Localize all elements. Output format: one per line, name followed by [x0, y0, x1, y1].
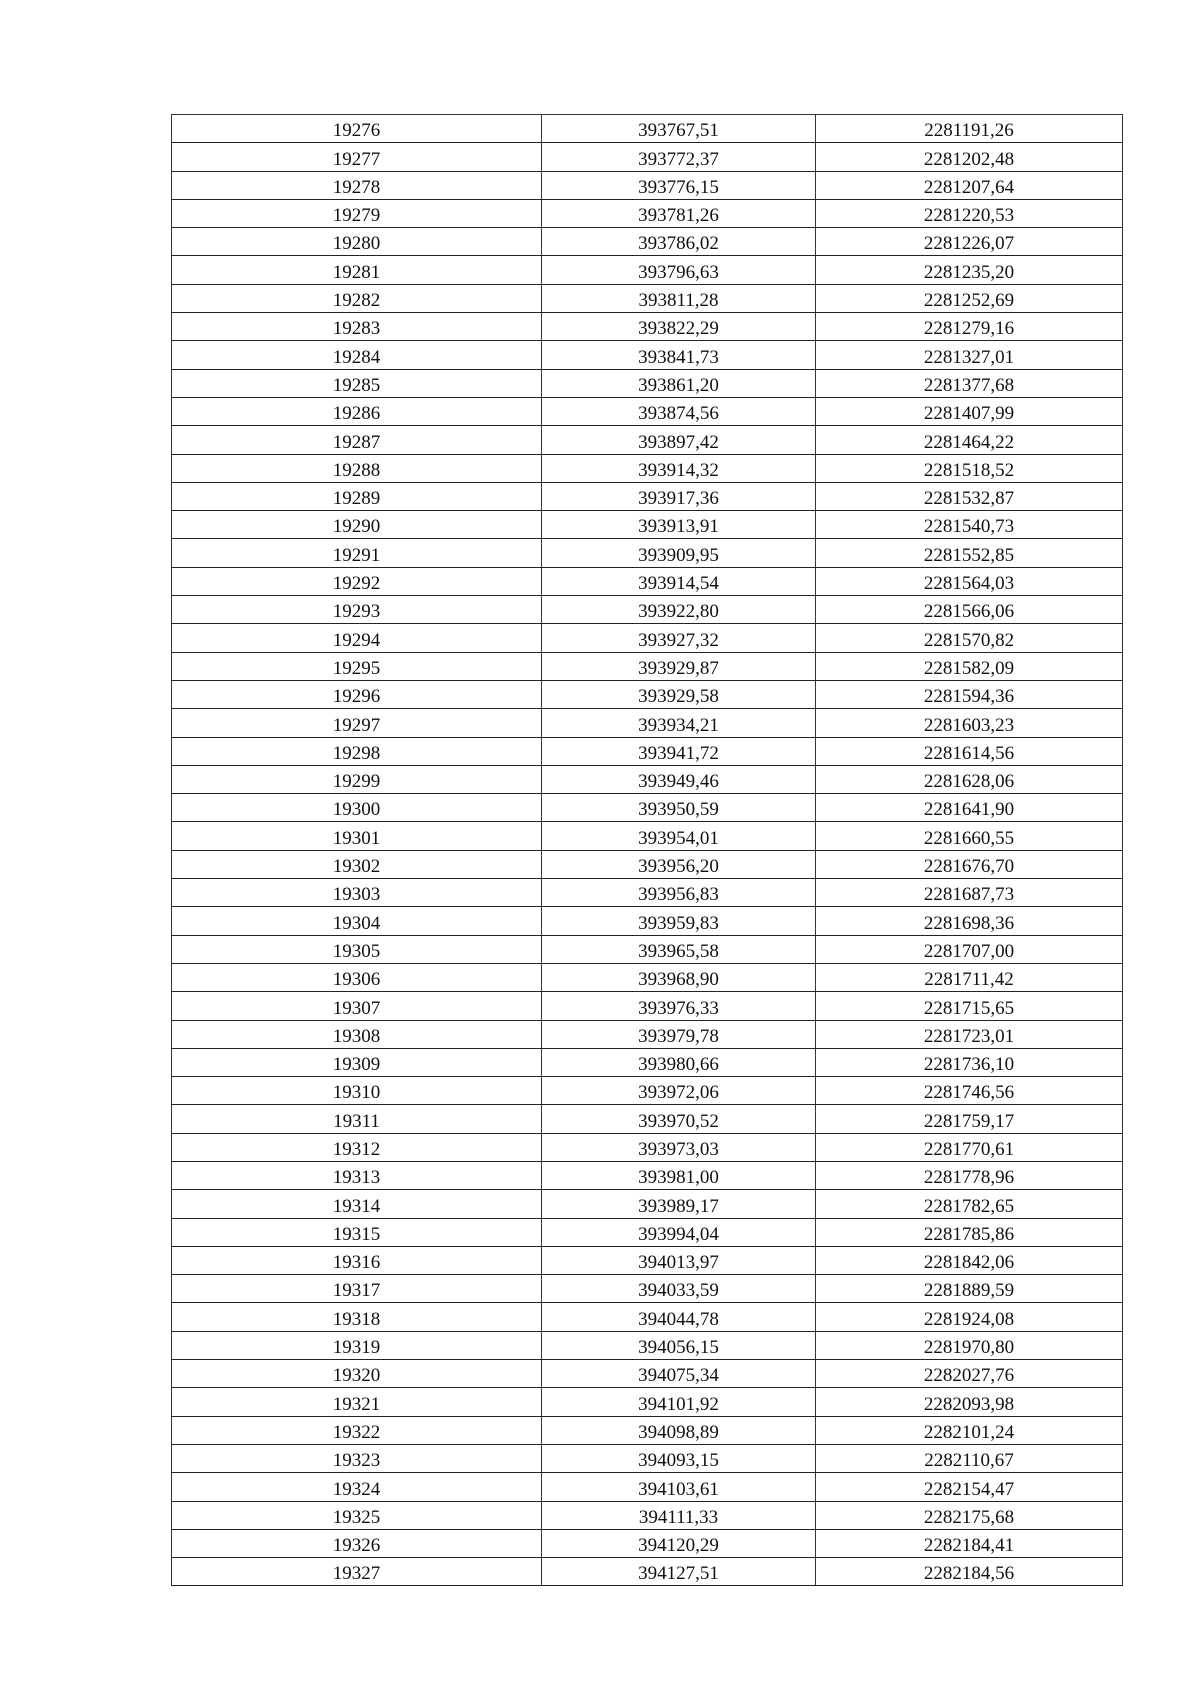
y-coordinate-cell: 2281235,20 — [816, 256, 1123, 284]
y-coordinate-cell: 2281566,06 — [816, 596, 1123, 624]
table-row — [172, 1473, 1123, 1501]
x-coordinate-cell: 394013,97 — [542, 1246, 816, 1274]
point-number-cell: 19296 — [172, 680, 542, 708]
y-coordinate-cell: 2281842,06 — [816, 1246, 1123, 1274]
y-coordinate-cell: 2281687,73 — [816, 879, 1123, 907]
table-row — [172, 1360, 1123, 1388]
x-coordinate-cell: 393950,59 — [542, 794, 816, 822]
y-coordinate-cell: 2282184,56 — [816, 1558, 1123, 1586]
point-number-cell: 19284 — [172, 341, 542, 369]
x-coordinate-cell: 393970,52 — [542, 1105, 816, 1133]
table-row — [172, 143, 1123, 171]
y-coordinate-cell: 2281564,03 — [816, 567, 1123, 595]
y-coordinate-cell: 2282093,98 — [816, 1388, 1123, 1416]
point-number-cell: 19285 — [172, 369, 542, 397]
y-coordinate-cell: 2281252,69 — [816, 284, 1123, 312]
point-number-cell: 19311 — [172, 1105, 542, 1133]
point-number-cell: 19318 — [172, 1303, 542, 1331]
table-row — [172, 1501, 1123, 1529]
x-coordinate-cell: 394093,15 — [542, 1444, 816, 1472]
table-row — [172, 822, 1123, 850]
x-coordinate-cell: 393954,01 — [542, 822, 816, 850]
x-coordinate-cell: 394044,78 — [542, 1303, 816, 1331]
table-row — [172, 171, 1123, 199]
table-row — [172, 1246, 1123, 1274]
y-coordinate-cell: 2281202,48 — [816, 143, 1123, 171]
table-row — [172, 1275, 1123, 1303]
x-coordinate-cell: 393861,20 — [542, 369, 816, 397]
table-row — [172, 1529, 1123, 1557]
point-number-cell: 19322 — [172, 1416, 542, 1444]
x-coordinate-cell: 393973,03 — [542, 1133, 816, 1161]
x-coordinate-cell: 393811,28 — [542, 284, 816, 312]
x-coordinate-cell: 393989,17 — [542, 1190, 816, 1218]
y-coordinate-cell: 2281279,16 — [816, 313, 1123, 341]
point-number-cell: 19291 — [172, 539, 542, 567]
x-coordinate-cell: 394056,15 — [542, 1331, 816, 1359]
y-coordinate-cell: 2281736,10 — [816, 1048, 1123, 1076]
point-number-cell: 19276 — [172, 115, 542, 143]
x-coordinate-cell: 393917,36 — [542, 482, 816, 510]
point-number-cell: 19292 — [172, 567, 542, 595]
x-coordinate-cell: 393972,06 — [542, 1077, 816, 1105]
point-number-cell: 19278 — [172, 171, 542, 199]
point-number-cell: 19303 — [172, 879, 542, 907]
y-coordinate-cell: 2282027,76 — [816, 1360, 1123, 1388]
y-coordinate-cell: 2281660,55 — [816, 822, 1123, 850]
table-row — [172, 567, 1123, 595]
point-number-cell: 19323 — [172, 1444, 542, 1472]
y-coordinate-cell: 2281889,59 — [816, 1275, 1123, 1303]
y-coordinate-cell: 2282175,68 — [816, 1501, 1123, 1529]
table-row — [172, 1161, 1123, 1189]
point-number-cell: 19305 — [172, 935, 542, 963]
table-row — [172, 482, 1123, 510]
table-row — [172, 511, 1123, 539]
x-coordinate-cell: 393914,32 — [542, 454, 816, 482]
table-row — [172, 1020, 1123, 1048]
y-coordinate-cell: 2281570,82 — [816, 624, 1123, 652]
table-row — [172, 115, 1123, 143]
point-number-cell: 19321 — [172, 1388, 542, 1416]
point-number-cell: 19319 — [172, 1331, 542, 1359]
y-coordinate-cell: 2281603,23 — [816, 709, 1123, 737]
point-number-cell: 19308 — [172, 1020, 542, 1048]
y-coordinate-cell: 2281711,42 — [816, 963, 1123, 991]
x-coordinate-cell: 393959,83 — [542, 907, 816, 935]
x-coordinate-cell: 393981,00 — [542, 1161, 816, 1189]
table-row — [172, 426, 1123, 454]
point-number-cell: 19301 — [172, 822, 542, 850]
x-coordinate-cell: 393941,72 — [542, 737, 816, 765]
y-coordinate-cell: 2281226,07 — [816, 228, 1123, 256]
point-number-cell: 19281 — [172, 256, 542, 284]
table-row — [172, 256, 1123, 284]
x-coordinate-cell: 394103,61 — [542, 1473, 816, 1501]
point-number-cell: 19307 — [172, 992, 542, 1020]
x-coordinate-cell: 393927,32 — [542, 624, 816, 652]
table-row — [172, 1105, 1123, 1133]
point-number-cell: 19279 — [172, 199, 542, 227]
point-number-cell: 19309 — [172, 1048, 542, 1076]
point-number-cell: 19283 — [172, 313, 542, 341]
y-coordinate-cell: 2281759,17 — [816, 1105, 1123, 1133]
y-coordinate-cell: 2281698,36 — [816, 907, 1123, 935]
point-number-cell: 19299 — [172, 765, 542, 793]
point-number-cell: 19325 — [172, 1501, 542, 1529]
y-coordinate-cell: 2281532,87 — [816, 482, 1123, 510]
table-row — [172, 624, 1123, 652]
y-coordinate-cell: 2281540,73 — [816, 511, 1123, 539]
y-coordinate-cell: 2281970,80 — [816, 1331, 1123, 1359]
point-number-cell: 19314 — [172, 1190, 542, 1218]
y-coordinate-cell: 2281552,85 — [816, 539, 1123, 567]
x-coordinate-cell: 393976,33 — [542, 992, 816, 1020]
table-row — [172, 850, 1123, 878]
y-coordinate-cell: 2281207,64 — [816, 171, 1123, 199]
table-row — [172, 454, 1123, 482]
y-coordinate-cell: 2281778,96 — [816, 1161, 1123, 1189]
y-coordinate-cell: 2282184,41 — [816, 1529, 1123, 1557]
x-coordinate-cell: 393949,46 — [542, 765, 816, 793]
coordinates-table — [171, 114, 1123, 1586]
x-coordinate-cell: 393913,91 — [542, 511, 816, 539]
x-coordinate-cell: 394111,33 — [542, 1501, 816, 1529]
point-number-cell: 19324 — [172, 1473, 542, 1501]
y-coordinate-cell: 2281676,70 — [816, 850, 1123, 878]
table-row — [172, 596, 1123, 624]
point-number-cell: 19294 — [172, 624, 542, 652]
x-coordinate-cell: 393956,83 — [542, 879, 816, 907]
table-row — [172, 935, 1123, 963]
table-row — [172, 1133, 1123, 1161]
point-number-cell: 19302 — [172, 850, 542, 878]
table-row — [172, 879, 1123, 907]
y-coordinate-cell: 2281641,90 — [816, 794, 1123, 822]
y-coordinate-cell: 2281715,65 — [816, 992, 1123, 1020]
point-number-cell: 19300 — [172, 794, 542, 822]
table-row — [172, 397, 1123, 425]
table-row — [172, 1331, 1123, 1359]
y-coordinate-cell: 2281782,65 — [816, 1190, 1123, 1218]
y-coordinate-cell: 2282110,67 — [816, 1444, 1123, 1472]
x-coordinate-cell: 394101,92 — [542, 1388, 816, 1416]
y-coordinate-cell: 2281191,26 — [816, 115, 1123, 143]
point-number-cell: 19310 — [172, 1077, 542, 1105]
point-number-cell: 19288 — [172, 454, 542, 482]
point-number-cell: 19326 — [172, 1529, 542, 1557]
point-number-cell: 19280 — [172, 228, 542, 256]
table-row — [172, 1444, 1123, 1472]
y-coordinate-cell: 2281327,01 — [816, 341, 1123, 369]
x-coordinate-cell: 394098,89 — [542, 1416, 816, 1444]
y-coordinate-cell: 2281723,01 — [816, 1020, 1123, 1048]
table-row — [172, 680, 1123, 708]
x-coordinate-cell: 393786,02 — [542, 228, 816, 256]
x-coordinate-cell: 393776,15 — [542, 171, 816, 199]
x-coordinate-cell: 393767,51 — [542, 115, 816, 143]
x-coordinate-cell: 393914,54 — [542, 567, 816, 595]
table-row — [172, 369, 1123, 397]
y-coordinate-cell: 2282101,24 — [816, 1416, 1123, 1444]
table-row — [172, 539, 1123, 567]
x-coordinate-cell: 393965,58 — [542, 935, 816, 963]
table-row — [172, 652, 1123, 680]
x-coordinate-cell: 393929,58 — [542, 680, 816, 708]
y-coordinate-cell: 2281518,52 — [816, 454, 1123, 482]
x-coordinate-cell: 393781,26 — [542, 199, 816, 227]
point-number-cell: 19327 — [172, 1558, 542, 1586]
y-coordinate-cell: 2281377,68 — [816, 369, 1123, 397]
x-coordinate-cell: 393994,04 — [542, 1218, 816, 1246]
point-number-cell: 19313 — [172, 1161, 542, 1189]
x-coordinate-cell: 393956,20 — [542, 850, 816, 878]
table-row — [172, 313, 1123, 341]
x-coordinate-cell: 393897,42 — [542, 426, 816, 454]
x-coordinate-cell: 393934,21 — [542, 709, 816, 737]
x-coordinate-cell: 393874,56 — [542, 397, 816, 425]
y-coordinate-cell: 2281707,00 — [816, 935, 1123, 963]
x-coordinate-cell: 393909,95 — [542, 539, 816, 567]
point-number-cell: 19306 — [172, 963, 542, 991]
point-number-cell: 19287 — [172, 426, 542, 454]
point-number-cell: 19293 — [172, 596, 542, 624]
y-coordinate-cell: 2281628,06 — [816, 765, 1123, 793]
y-coordinate-cell: 2281464,22 — [816, 426, 1123, 454]
x-coordinate-cell: 393841,73 — [542, 341, 816, 369]
table-row — [172, 737, 1123, 765]
table-row — [172, 1190, 1123, 1218]
y-coordinate-cell: 2282154,47 — [816, 1473, 1123, 1501]
y-coordinate-cell: 2281220,53 — [816, 199, 1123, 227]
x-coordinate-cell: 393980,66 — [542, 1048, 816, 1076]
point-number-cell: 19316 — [172, 1246, 542, 1274]
table-row — [172, 1077, 1123, 1105]
point-number-cell: 19315 — [172, 1218, 542, 1246]
table-row — [172, 1416, 1123, 1444]
table-row — [172, 284, 1123, 312]
x-coordinate-cell: 393822,29 — [542, 313, 816, 341]
x-coordinate-cell: 394075,34 — [542, 1360, 816, 1388]
point-number-cell: 19286 — [172, 397, 542, 425]
y-coordinate-cell: 2281770,61 — [816, 1133, 1123, 1161]
table-row — [172, 765, 1123, 793]
x-coordinate-cell: 394127,51 — [542, 1558, 816, 1586]
x-coordinate-cell: 393796,63 — [542, 256, 816, 284]
point-number-cell: 19295 — [172, 652, 542, 680]
x-coordinate-cell: 393979,78 — [542, 1020, 816, 1048]
table-row — [172, 1303, 1123, 1331]
point-number-cell: 19317 — [172, 1275, 542, 1303]
y-coordinate-cell: 2281594,36 — [816, 680, 1123, 708]
point-number-cell: 19297 — [172, 709, 542, 737]
table-row — [172, 794, 1123, 822]
x-coordinate-cell: 393968,90 — [542, 963, 816, 991]
x-coordinate-cell: 393929,87 — [542, 652, 816, 680]
table-row — [172, 1388, 1123, 1416]
point-number-cell: 19304 — [172, 907, 542, 935]
x-coordinate-cell: 393922,80 — [542, 596, 816, 624]
table-row — [172, 228, 1123, 256]
point-number-cell: 19290 — [172, 511, 542, 539]
x-coordinate-cell: 394033,59 — [542, 1275, 816, 1303]
table-row — [172, 907, 1123, 935]
y-coordinate-cell: 2281582,09 — [816, 652, 1123, 680]
table-row — [172, 341, 1123, 369]
point-number-cell: 19312 — [172, 1133, 542, 1161]
point-number-cell: 19298 — [172, 737, 542, 765]
table-row — [172, 963, 1123, 991]
y-coordinate-cell: 2281785,86 — [816, 1218, 1123, 1246]
y-coordinate-cell: 2281924,08 — [816, 1303, 1123, 1331]
table-row — [172, 992, 1123, 1020]
point-number-cell: 19289 — [172, 482, 542, 510]
table-row — [172, 1558, 1123, 1586]
table-row — [172, 709, 1123, 737]
coordinates-table-body — [172, 115, 1123, 1586]
table-row — [172, 199, 1123, 227]
y-coordinate-cell: 2281407,99 — [816, 397, 1123, 425]
x-coordinate-cell: 394120,29 — [542, 1529, 816, 1557]
point-number-cell: 19320 — [172, 1360, 542, 1388]
table-row — [172, 1218, 1123, 1246]
x-coordinate-cell: 393772,37 — [542, 143, 816, 171]
table-row — [172, 1048, 1123, 1076]
y-coordinate-cell: 2281614,56 — [816, 737, 1123, 765]
y-coordinate-cell: 2281746,56 — [816, 1077, 1123, 1105]
point-number-cell: 19282 — [172, 284, 542, 312]
point-number-cell: 19277 — [172, 143, 542, 171]
